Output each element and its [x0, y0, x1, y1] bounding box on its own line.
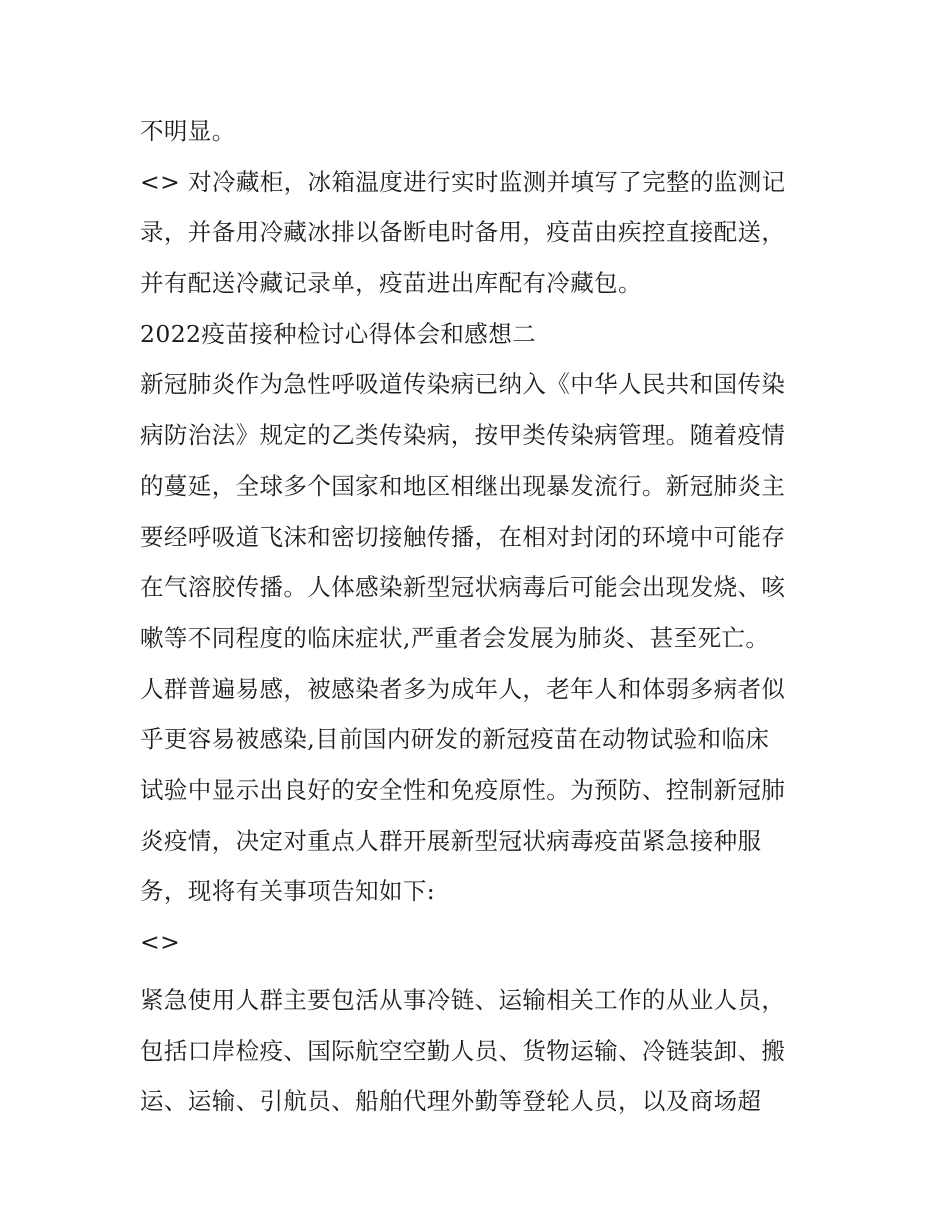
document-body [140, 106, 820, 1127]
text-line: 炎疫情，决定对重点人群开展新型冠状病毒疫苗紧急接种服 [140, 826, 762, 855]
text-line: 务，现将有关事项告知如下: [140, 877, 436, 906]
text-line: 不明显。 [140, 117, 236, 145]
text-line: 的蔓延，全球多个国家和地区相继出现暴发流行。新冠肺炎主 [140, 471, 786, 500]
text-line: 紧急使用人群主要包活从事冷链、运输相关工作的从业人员， [140, 986, 786, 1014]
text-line: 并有配送冷藏记录单，疫苗进出库配有冷藏包。 [140, 269, 642, 298]
text-line: 要经呼吸道飞沫和密切接触传播，在相对封闭的环境中可能存 [140, 522, 786, 551]
text-line: 在气溶胶传播。人体感染新型冠状病毒后可能会出现发烧、咳 [140, 573, 786, 602]
text-line: 新冠肺炎作为急性呼吸道传染病已纳入《中华人民共和国传染 [140, 370, 786, 399]
text-line: 录，并备用冷藏冰排以备断电时备用，疫苗由疾控直接配送， [140, 218, 786, 247]
text-line: 运、运输、引航员、船舶代理外勤等登轮人员，以及商场超 [140, 1087, 762, 1116]
text-line: 人群普遍易感，被感染者多为成年人，老年人和体弱多病者似 [140, 674, 786, 703]
text-line: 病防治法》规定的乙类传染病，按甲类传染病管理。随着疫情 [140, 421, 786, 450]
text-line: 嗽等不同程度的临床症状,严重者会发展为肺炎、甚至死亡。 [140, 623, 770, 652]
text-line: <> 对冷藏柜，冰箱温度进行实时监测并填写了完整的监测记 [140, 167, 786, 196]
text-line: 包括口岸检疫、国际航空空勤人员、货物运输、冷链装卸、搬 [140, 1036, 786, 1065]
text-line: 试验中显示出良好的安全性和免疫原性。为预防、控制新冠肺 [140, 775, 786, 804]
text-line: <> [140, 928, 181, 956]
text-line: 乎更容易被感染,目前国内研发的新冠疫苗在动物试验和临床 [140, 725, 770, 754]
section-heading: 2022疫苗接种检讨心得体会和感想二 [140, 319, 537, 348]
